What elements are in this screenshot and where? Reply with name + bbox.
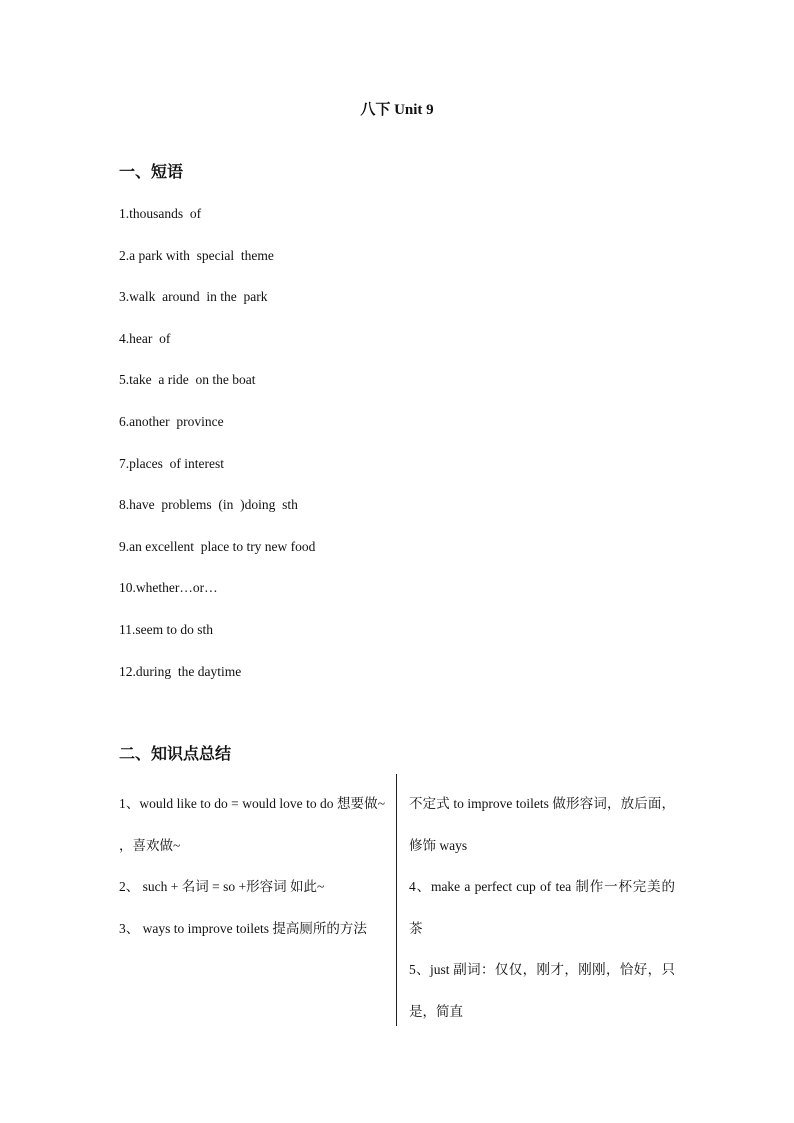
knowledge-point: 2、 such + 名词 = so +形容词 如此~ [119, 879, 325, 894]
knowledge-point: 4、make a perfect cup of tea 制作一杯完美的茶 [409, 879, 675, 936]
knowledge-point: 5、just 副词：仅仅，刚才，刚刚，恰好，只是，简直 [409, 962, 675, 1019]
page-title: 八下 Unit 9 [360, 102, 434, 118]
phrase-item: 7.places of interest [119, 455, 224, 471]
phrase-item: 8.have problems (in )doing sth [119, 497, 298, 513]
phrase-item: 10.whether…or… [119, 580, 218, 596]
knowledge-point: 不定式 to improve toilets 做形容词，放后面，修饰 ways [409, 796, 675, 853]
phrase-item: 12.during the daytime [119, 663, 242, 679]
phrase-item: 6.another province [119, 413, 224, 429]
phrase-item: 2.a park with special theme [119, 247, 274, 263]
phrase-item: 5.take a ride on the boat [119, 372, 256, 388]
column-divider [396, 774, 397, 1026]
section-heading-phrases: 一、短语 [119, 164, 184, 181]
phrase-item: 3.walk around in the park [119, 289, 268, 305]
right-column [409, 783, 675, 1032]
left-column [119, 783, 385, 949]
phrase-item: 11.seem to do sth [119, 621, 213, 637]
phrase-list [119, 204, 315, 703]
phrase-item: 1.thousands of [119, 206, 202, 221]
phrase-item: 4.hear of [119, 330, 171, 346]
knowledge-point: 3、 ways to improve toilets 提高厕所的方法 [119, 920, 367, 936]
section-heading-knowledge-summary: 二、知识点总结 [119, 746, 232, 763]
knowledge-point: 1、would like to do = would love to do 想要做~ ，喜欢做~ [119, 796, 385, 853]
phrase-item: 9.an excellent place to try new food [119, 538, 316, 554]
